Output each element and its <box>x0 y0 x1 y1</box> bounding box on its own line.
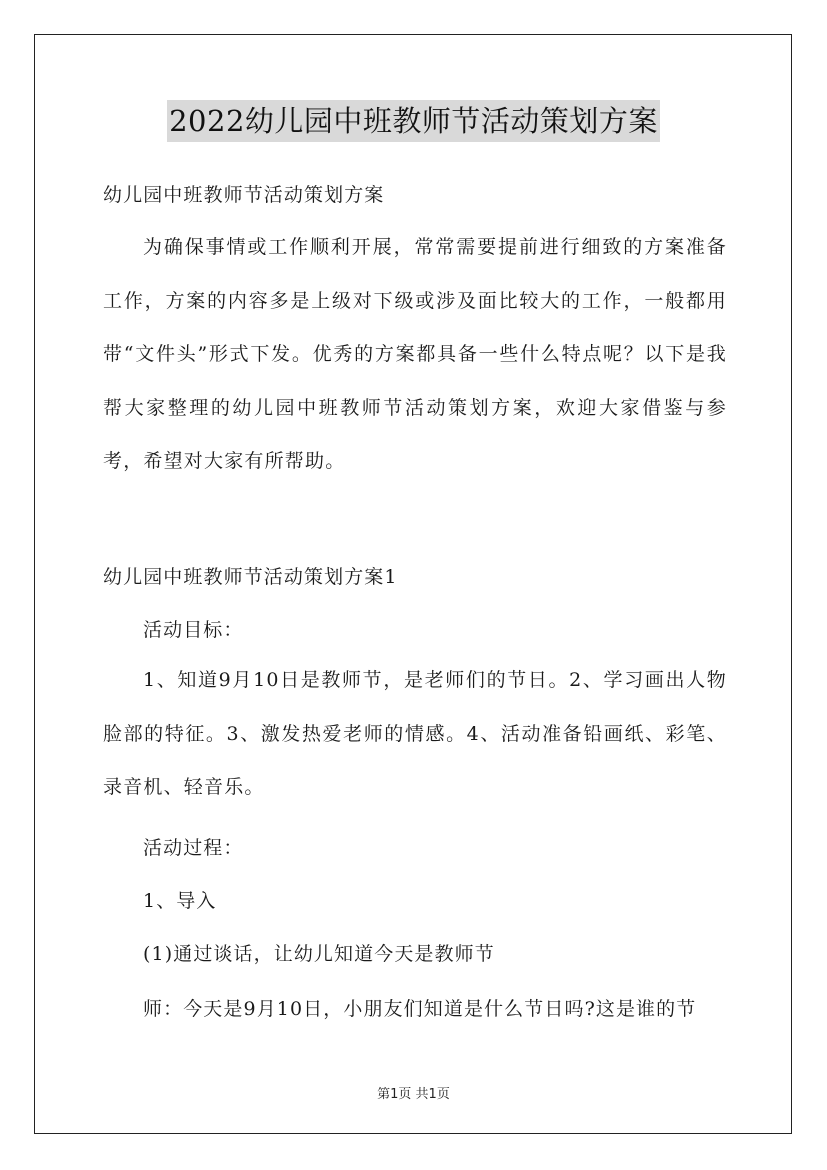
document-subtitle: 幼儿园中班教师节活动策划方案 <box>103 184 385 206</box>
goal-paragraph: 1、知道9月10日是教师节，是老师们的节日。2、学习画出人物脸部的特征。3、激发热爱老师的情感。4、活动准备铅画纸、彩笔、录音机、轻音乐。 <box>103 669 727 798</box>
page-footer: 第1页 共1页 <box>377 1087 450 1102</box>
intro-paragraph: 为确保事情或工作顺利开展，常常需要提前进行细致的方案准备工作，方案的内容多是上级对下级或涉及面比较大的工作，一般都用带“文件头”形式下发。优秀的方案都具备一些什么特点呢？以下是我帮大家整理的幼儿园中班教师节活动策划方案，欢迎大家借鉴与参考，希望对大家有所帮助。 <box>103 236 727 472</box>
process-label: 活动过程： <box>143 837 244 859</box>
teacher-line: 师：今天是9月10日，小朋友们知道是什么节日吗?这是谁的节 <box>143 998 697 1020</box>
goal-label: 活动目标： <box>143 619 244 641</box>
section-heading: 幼儿园中班教师节活动策划方案1 <box>103 566 398 588</box>
step-1-1: (1)通过谈话，让幼儿知道今天是教师节 <box>143 943 495 965</box>
document-title: 2022幼儿园中班教师节活动策划方案 <box>167 100 660 142</box>
step-1: 1、导入 <box>143 890 217 912</box>
title-container <box>0 100 827 142</box>
